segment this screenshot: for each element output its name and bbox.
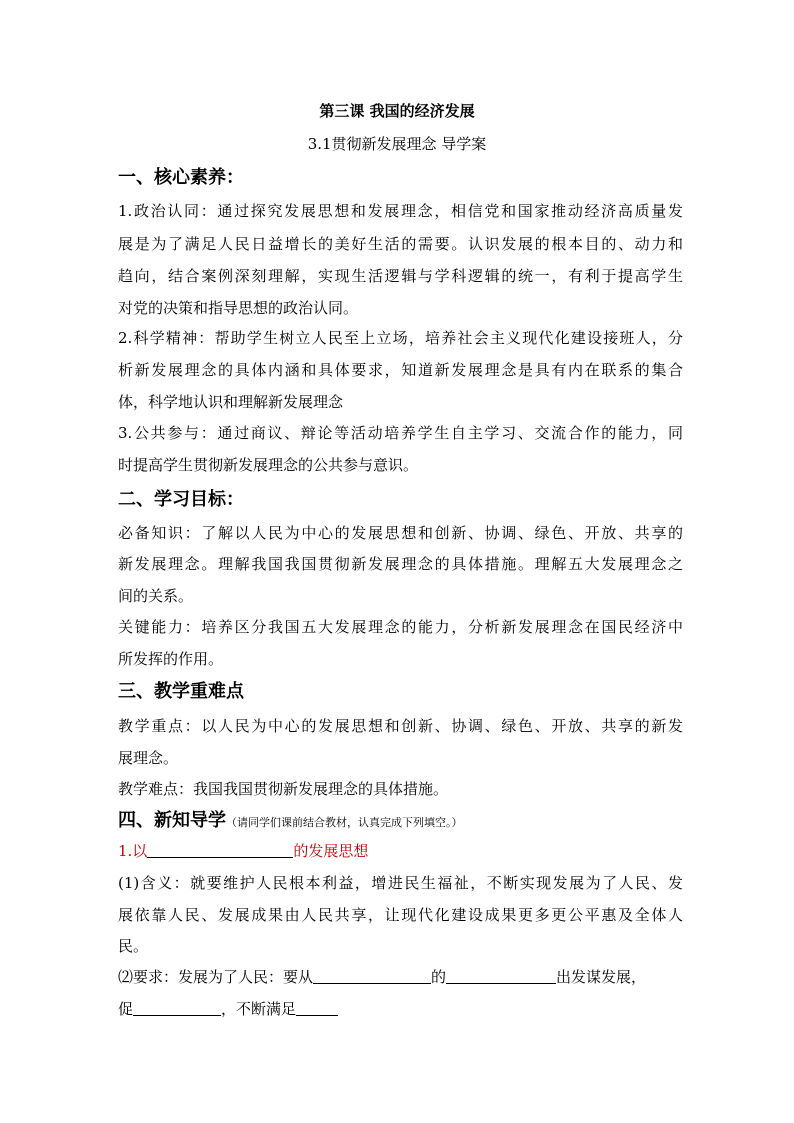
- paragraph-line: 教学难点：我国我国贯彻新发展理念的具体措施。: [118, 780, 449, 798]
- doc-subtitle: 3.1贯彻新发展理念 导学案: [307, 135, 487, 153]
- fill-blank[interactable]: [133, 1000, 221, 1016]
- paragraph-line: (1)含义：就要维护人民根本利益，增进民生福祉，不断实现发展为了人民、发: [118, 874, 683, 892]
- fill-item-suffix: 的发展思想: [293, 842, 369, 860]
- fill-item-prefix: 1.以: [118, 842, 148, 860]
- paragraph-line: 体，科学地认识和理解新发展理念: [118, 393, 344, 411]
- section-heading-text: 四、新知导学: [118, 810, 226, 831]
- section-note: （请同学们课前结合教材，认真完成下列填空。）: [226, 816, 463, 829]
- section-heading-learning-goals: 二、学习目标：: [118, 489, 244, 510]
- requirement-text: ，不断满足: [221, 1000, 297, 1018]
- paragraph-line: 教学重点：以人民为中心的发展思想和创新、协调、绿色、开放、共享的新发: [118, 717, 683, 735]
- requirement-text: 出发谋发展，: [556, 968, 647, 986]
- paragraph-line: 展依靠人民、发展成果由人民共享，让现代化建设成果更多更公平惠及全体人: [118, 906, 683, 924]
- fill-blank[interactable]: [446, 968, 556, 984]
- section-heading-core-literacy: 一、核心素养：: [118, 167, 244, 188]
- fill-blank[interactable]: [313, 968, 431, 984]
- paragraph-line: 1.政治认同：通过探究发展思想和发展理念，相信党和国家推动经济高质量发: [118, 202, 683, 220]
- paragraph-line: 民。: [118, 937, 149, 955]
- paragraph-line: 2.科学精神：帮助学生树立人民至上立场，培养社会主义现代化建设接班人，分: [118, 329, 683, 347]
- paragraph-line: 关键能力：培养区分我国五大发展理念的能力，分析新发展理念在国民经济中: [118, 618, 683, 636]
- paragraph-line: 必备知识：了解以人民为中心的发展思想和创新、协调、绿色、开放、共享的: [118, 524, 683, 542]
- requirement-text: 的: [431, 968, 447, 986]
- paragraph-line: 对党的决策和指导思想的政治认同。: [118, 299, 359, 317]
- paragraph-line: 新发展理念。理解我国我国贯彻新发展理念的具体措施。理解五大发展理念之: [118, 555, 683, 573]
- paragraph-line: 3.公共参与：通过商议、辩论等活动培养学生自主学习、交流合作的能力，同: [118, 424, 683, 442]
- requirement-line: [118, 966, 683, 987]
- section-heading-new-knowledge: [118, 806, 463, 832]
- paragraph-line: 间的关系。: [118, 587, 194, 605]
- requirement-text: 促: [118, 1000, 134, 1018]
- fill-blank[interactable]: [147, 842, 293, 858]
- fill-blank[interactable]: [296, 1000, 338, 1016]
- section-heading-key-points: 三、教学重难点: [118, 681, 244, 702]
- paragraph-line: 所发挥的作用。: [118, 650, 224, 668]
- paragraph-line: 趋向，结合案例深刻理解，实现生活逻辑与学科逻辑的统一，有利于提高学生: [118, 267, 683, 285]
- requirement-line: [118, 998, 683, 1019]
- paragraph-line: 时提高学生贯彻新发展理念的公共参与意识。: [118, 456, 419, 474]
- paragraph-line: 展理念。: [118, 749, 179, 767]
- requirement-text: ⑵要求：发展为了人民：要从: [118, 968, 314, 986]
- paragraph-line: 析新发展理念的具体内涵和具体要求，知道新发展理念是具有内在联系的集合: [118, 361, 683, 379]
- doc-title: 第三课 我国的经济发展: [319, 102, 475, 120]
- fill-item-1: [118, 840, 683, 861]
- paragraph-line: 展是为了满足人民日益增长的美好生活的需要。认识发展的根本目的、动力和: [118, 235, 683, 253]
